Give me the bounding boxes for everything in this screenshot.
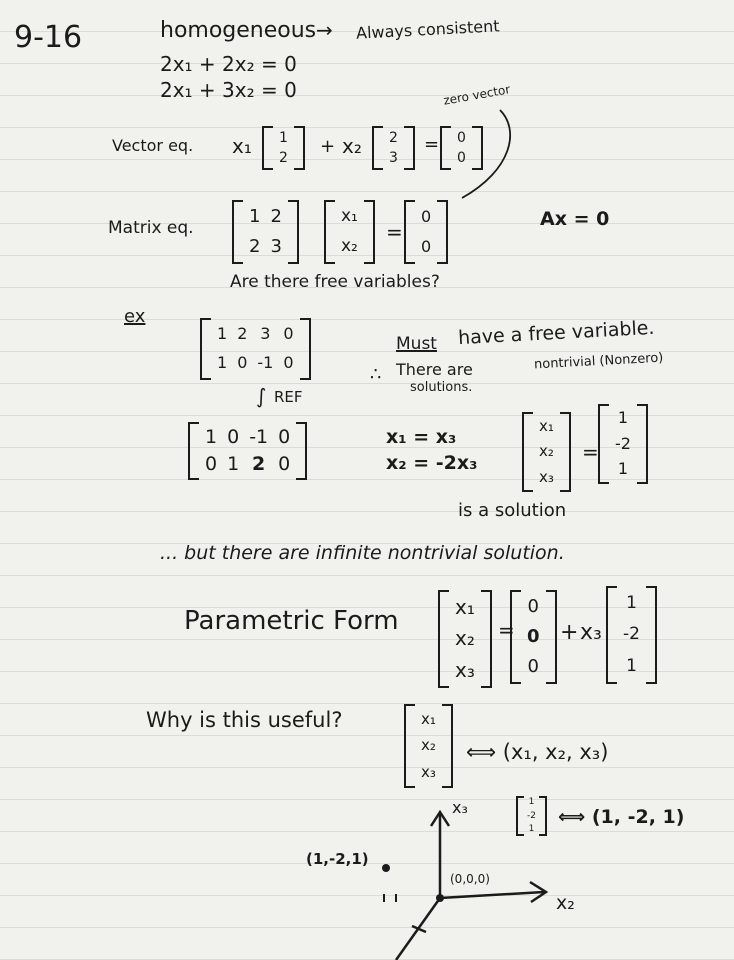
solution-unknown-vector: x₁ x₂ x₃ — [522, 412, 571, 492]
nontrivial-note: nontrivial (Nonzero) — [533, 350, 664, 373]
zero-vector-note: zero vector — [442, 82, 512, 108]
ax-equals-zero: Ax = 0 — [540, 208, 610, 230]
matrix-zero: 0 0 — [404, 200, 448, 264]
zero-vector-pointer — [462, 110, 510, 198]
vector-column-1: 1 2 — [262, 126, 305, 170]
parametric-direction-vector: 1 -2 1 — [606, 586, 657, 684]
point-label: (1,-2,1) — [306, 850, 369, 868]
solution-eq-1: x₁ = x₃ — [386, 426, 457, 448]
vector-eq-x1: x₁ — [232, 134, 252, 158]
parametric-zero-vector: 0 0 0 — [510, 590, 557, 684]
system-equation-1: 2x₁ + 2x₂ = 0 — [160, 52, 297, 76]
ref-label: REF — [274, 388, 303, 406]
small-solution-vector: 1 -2 1 — [516, 796, 547, 836]
solution-eq-2: x₂ = -2x₃ — [386, 452, 478, 474]
always-consistent-note: Always consistent — [355, 16, 500, 43]
why-useful-question: Why is this useful? — [146, 708, 343, 732]
coefficient-matrix: 1 2 2 3 — [232, 200, 299, 264]
matrix-eq-label: Matrix eq. — [108, 218, 194, 238]
unknown-vector-2: x₁ x₂ — [324, 200, 375, 264]
free-variable-note: have a free variable. — [457, 316, 655, 350]
axis-x2-label: x₂ — [556, 892, 575, 914]
x3-axis — [431, 812, 449, 898]
there-are-note: There are — [396, 360, 473, 379]
augmented-matrix: 1 1 2 0 3 -1 0 0 — [200, 318, 311, 380]
parametric-x3: x₃ — [580, 620, 602, 645]
solution-equals: = — [582, 440, 599, 464]
ref-matrix: 1 0 0 1 -1 2 0 0 — [188, 422, 307, 480]
vector-eq-equals: = — [424, 134, 440, 155]
date-heading: 9-16 — [14, 20, 83, 55]
homogeneous-title: homogeneous — [160, 18, 317, 43]
vector-column-2: 2 3 — [372, 126, 415, 170]
x1-axis — [396, 898, 440, 960]
vector-eq-label: Vector eq. — [112, 136, 194, 155]
parametric-equals: = — [498, 618, 515, 642]
solution-vector: 1 -2 1 — [598, 404, 648, 484]
tick-marks — [384, 894, 396, 902]
arrow-icon: → — [316, 18, 333, 42]
solutions-note: solutions. — [410, 380, 473, 395]
vector-eq-plus: + — [320, 136, 336, 157]
axis-x3-label: x₃ — [452, 798, 468, 817]
is-a-solution-note: is a solution — [458, 500, 567, 521]
parametric-plus: + — [560, 620, 579, 645]
system-equation-2: 2x₁ + 3x₂ = 0 — [160, 78, 297, 102]
infinite-solutions-note: ... but there are infinite nontrivial solution. — [160, 542, 565, 564]
vector-eq-x2: x₂ — [342, 134, 362, 158]
vector-zero: 0 0 — [440, 126, 483, 170]
example-label: ex — [124, 306, 146, 327]
origin-point — [436, 894, 444, 902]
therefore-symbol: ∴ — [370, 364, 382, 385]
point-correspondence: ⟺ (1, -2, 1) — [558, 806, 685, 828]
plotted-point — [382, 864, 390, 872]
tuple-correspondence: ⟺ (x₁, x₂, x₃) — [466, 740, 609, 764]
parametric-unknown-vector: x₁ x₂ x₃ — [438, 590, 492, 688]
matrix-eq-equals: = — [386, 220, 403, 244]
origin-label: (0,0,0) — [450, 872, 490, 886]
why-unknown-vector: x₁ x₂ x₃ — [404, 704, 453, 788]
free-variables-question: Are there free variables? — [230, 272, 440, 292]
ref-arrow-icon: ∫ — [256, 384, 267, 408]
parametric-form-label: Parametric Form — [184, 606, 399, 636]
must-note: Must — [396, 334, 437, 354]
